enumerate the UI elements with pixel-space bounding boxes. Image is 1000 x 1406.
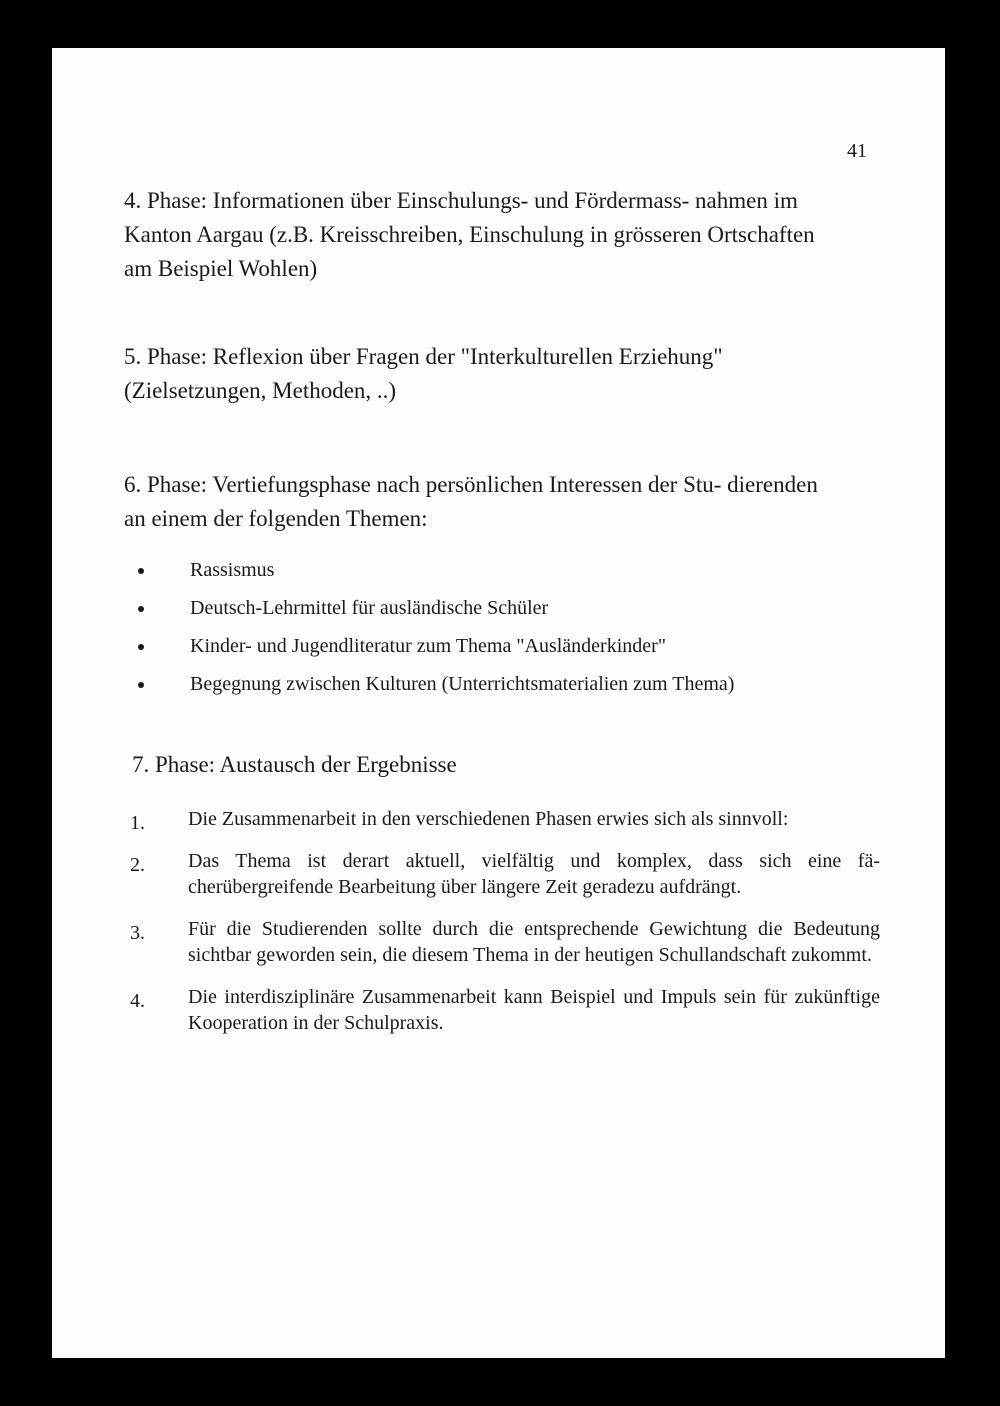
list-item [130, 556, 870, 594]
list-item [130, 632, 870, 670]
item-text: Das Thema ist derart aktuell, vielfältig und komplex, dass sich eine fä- cherübergreifende Bearbeitung über längere Zeit geradezu aufdrängt. [188, 850, 880, 898]
list-item [130, 670, 870, 708]
results-list [130, 806, 880, 1052]
list-item [130, 848, 880, 900]
topic-list [130, 556, 870, 708]
item-number: 3. [130, 922, 145, 944]
item-text: Die interdisziplinäre Zusammenarbeit kann Beispiel und Impuls sein für zukünftige Kooperation in der Schulpraxis. [188, 986, 880, 1034]
item-text: Für die Studierenden sollte durch die entsprechende Gewichtung die Bedeutung sichtbar geworden sein, die diesem Thema in der heutigen Schullandschaft zukommt. [188, 918, 880, 966]
document-page [52, 48, 945, 1358]
phase-7-heading: 7. Phase: Austausch der Ergebnisse [132, 752, 457, 777]
topic-text: Deutsch-Lehrmittel für ausländische Schüler [190, 597, 549, 619]
item-text: Die Zusammenarbeit in den verschiedenen Phasen erwies sich als sinnvoll: [188, 808, 789, 830]
topic-text: Rassismus [190, 559, 275, 581]
list-item [130, 984, 880, 1036]
list-item [130, 916, 880, 968]
phase-5-paragraph: 5. Phase: Reflexion über Fragen der "Interkulturellen Erziehung" (Zielsetzungen, Methoden, ..) [124, 344, 723, 403]
page-number: 41 [847, 140, 867, 162]
bullet-icon [138, 644, 144, 650]
bullet-icon [138, 682, 144, 688]
list-item [130, 806, 880, 832]
topic-text: Kinder- und Jugendliteratur zum Thema "Ausländerkinder" [190, 635, 666, 657]
phase-6-paragraph: 6. Phase: Vertiefungsphase nach persönlichen Interessen der Stu- dierenden an einem der folgenden Themen: [124, 472, 818, 531]
list-item [130, 594, 870, 632]
bullet-icon [138, 606, 144, 612]
phase-4-paragraph: 4. Phase: Informationen über Einschulungs- und Fördermass- nahmen im Kanton Aargau (z.B. Kreisschreiben, Einschulung in grösseren Ortschaften am Beispiel Wohlen) [124, 188, 815, 281]
topic-text: Begegnung zwischen Kulturen (Unterrichtsmaterialien zum Thema) [190, 673, 735, 695]
bullet-icon [138, 568, 144, 574]
item-number: 2. [130, 854, 145, 876]
item-number: 1. [130, 812, 145, 834]
item-number: 4. [130, 990, 145, 1012]
